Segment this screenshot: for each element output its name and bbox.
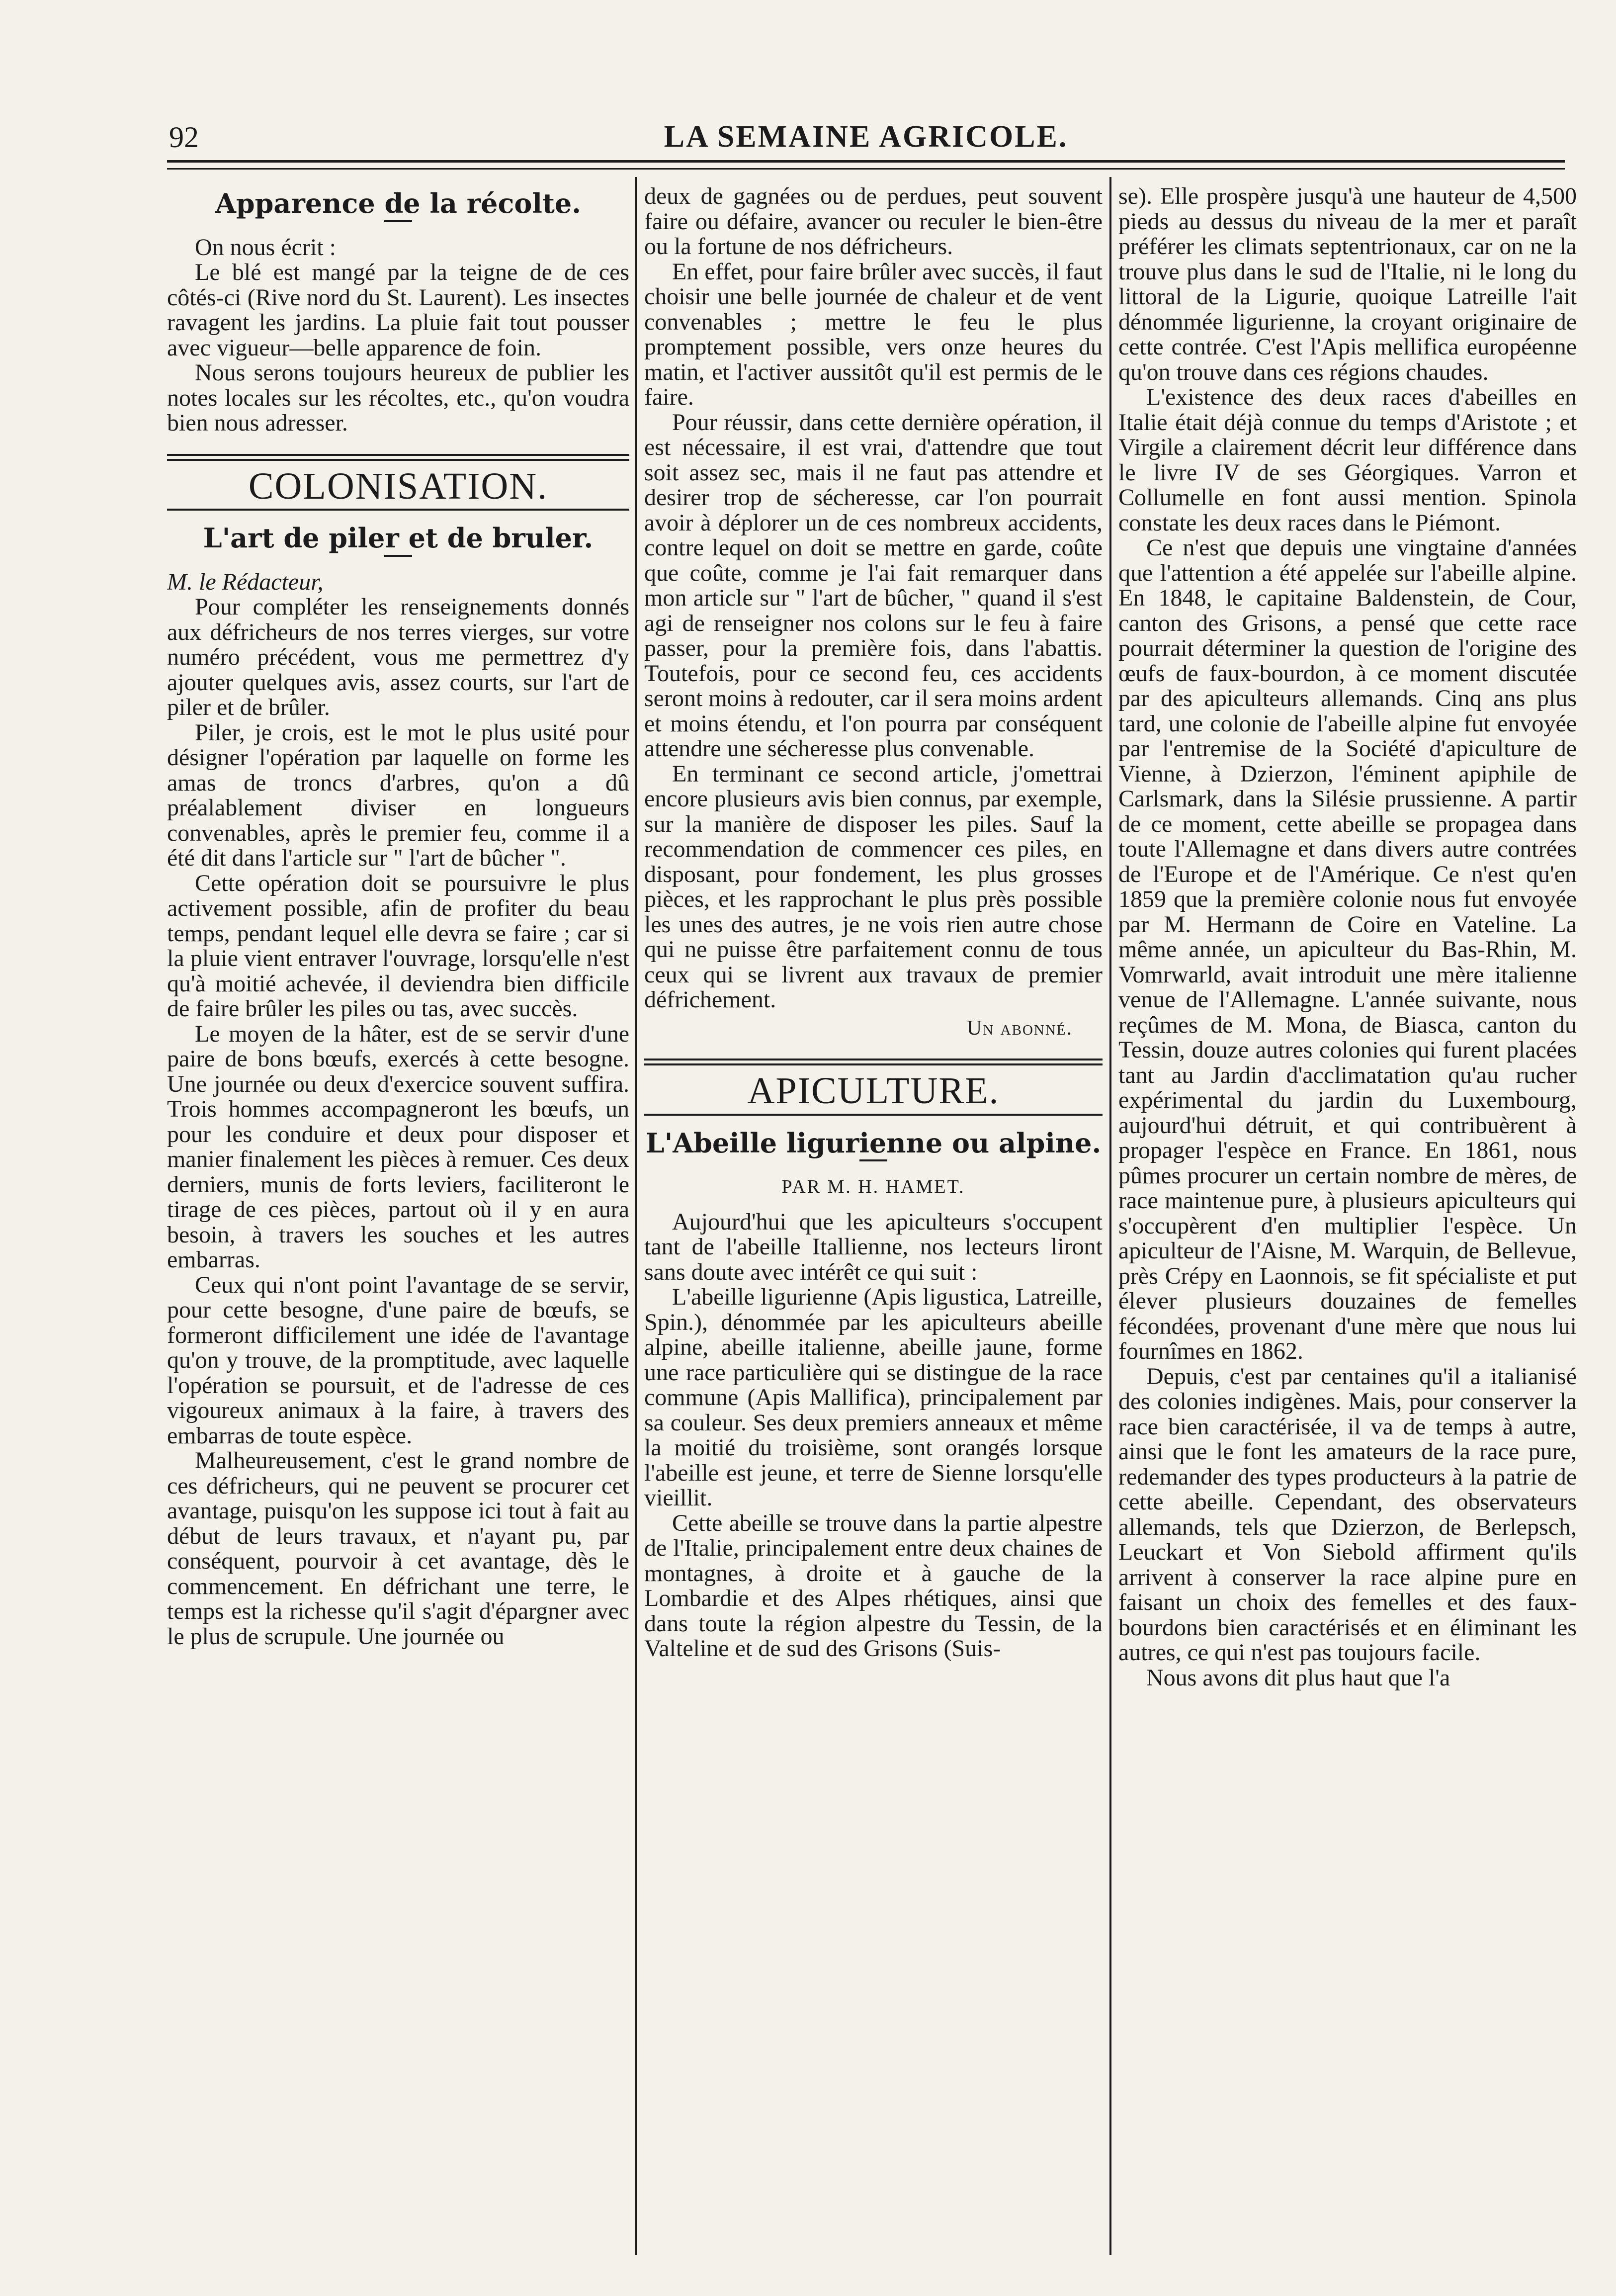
title-dash — [384, 555, 412, 557]
byline: PAR M. H. HAMET. — [781, 1176, 965, 1197]
column-1 — [167, 184, 629, 2252]
column-divider-right — [1109, 177, 1111, 2255]
paragraph: Depuis, c'est par centaines qu'il a italianisé des colonies indigènes. Mais, pour conserver la race bien caractérisée, il va de temps à autre, ainsi que le font les amateurs de la race pure, redemander des types producteurs à la patrie de cette abeille. Cependant, des observateurs allemands, tels que Dzierzon, de Berlepsch, Leuckart et Von Siebold affirment qu'ils arrivent à conserver la race alpine pure en faisant un choix des femelles et des faux-bourdons bien caractérisés et en éliminant les autres, ce qui n'est pas toujours facile. — [1118, 1363, 1577, 1666]
salutation: M. le Rédacteur, — [167, 568, 324, 595]
section-rule — [644, 1114, 1103, 1116]
article-title-recolte: Apparence de la récolte. — [215, 187, 582, 219]
column-2 — [644, 184, 1103, 2252]
header-rule-bottom — [167, 168, 1565, 170]
paragraph: Pour réussir, dans cette dernière opération, il est nécessaire, il est vrai, d'attendre que tout soit assez sec, mais il ne faut pas attendre et desirer trop de sécheresse, car l'on pourrait avoir à déplorer un de ces nombreux accidents, contre lequel on doit se mettre en garde, coûte que coûte, comme je l'ai fait remarquer dans mon article sur " l'art de bûcher, " quand il s'est agi de renseigner nos colons sur le feu à faire passer, pour la première fois, dans l'abattis. Toutefois, pour ce second feu, ces accidents seront moins à redouter, car il sera moins ardent et moins étendu, et l'on pourra par conséquent attendre une sécheresse plus convenable. — [644, 409, 1103, 762]
header-rule-top — [167, 160, 1565, 163]
paragraph: L'abeille ligurienne (Apis ligustica, Latreille, Spin.), dénommée par les apiculteurs abeille alpine, abeille italienne, abeille jaune, forme une race particulière qui se distingue de la race commune (Apis Mallifica), principalement par sa couleur. Ses deux premiers anneaux et même la moitié du troisième, sont orangés lorsque l'abeille est jeune, et terre de Sienne lorsqu'elle vieillit. — [644, 1284, 1103, 1511]
article-title-abeille: L'Abeille ligurienne ou alpine. — [645, 1127, 1102, 1159]
paragraph: Ce n'est que depuis une vingtaine d'années que l'attention a été appelée sur l'abeille alpine. En 1848, le capitaine Baldenstein, de Cour, canton des Grisons, a pensé que cette race pourrait déterminer la question de l'origine des œufs de faux-bourdon, à ce moment discutée par des apiculteurs allemands. Cinq ans plus tard, une colonie de l'abeille alpine fut envoyée par l'entremise de la Société d'apiculture de Vienne, à Dzierzon, l'éminent apiphile de Carlsmark, dans la Silésie prussienne. A partir de ce moment, cette abeille se propagea dans toute l'Allemagne et dans divers autre contrées de l'Europe et de l'Amérique. Ce n'est qu'en 1859 que la première colonie nous fut envoyée par M. Hermann de Coire en Vateline. La même année, un apiculteur du Bas-Rhin, M. Vomrwarld, avait introduit une mère italienne venue de l'Allemagne. L'année suivante, nous reçûmes de M. Mona, de Biasca, canton du Tessin, douze autres colonies qui furent placées tant au Jardin d'acclimatation qu'au rucher expérimental du jardin du Luxembourg, aujourd'hui détruit, et qui contribuèrent à propager l'espèce en France. En 1861, nous pûmes procurer un certain nombre de mères, de race maintenue pure, à plusieurs apiculteurs qui s'occupèrent d'en multiplier l'espèce. Un apiculteur de l'Aisne, M. Warquin, de Bellevue, près Crépy en Laonnois, se fit spécialiste et put élever plusieurs douzaines de femelles fécondées, provenant d'une mère que nous lui fournîmes en 1862. — [1118, 534, 1577, 1364]
paragraph: Nous avons dit plus haut que l'a — [1146, 1664, 1450, 1691]
paragraph: se). Elle prospère jusqu'à une hauteur de 4,500 pieds au dessus du niveau de la mer et paraît préférer les climats septentrionaux, car on ne la trouve plus dans le sud de l'Italie, ni le long du littoral de la Ligurie, quoique Latreille l'ait dénommée ligurienne, la croyant originaire de cette contrée. C'est l'Apis mellifica européenne qu'on trouve dans ces régions chaudes. — [1118, 184, 1577, 385]
section-rule — [167, 454, 629, 461]
paragraph: Cette abeille se trouve dans la partie alpestre de l'Italie, principalement entre deux chaines de montagnes, à droite et à gauche de la Lombardie et des Alpes rhétiques, ainsi que dans toute la région alpestre du Tessin, de la Valteline et de sud des Grisons (Suis- — [644, 1509, 1103, 1662]
title-dash — [384, 220, 412, 222]
paragraph: deux de gagnées ou de perdues, peut souvent faire ou défaire, avancer ou reculer le bien-être ou la fortune de nos défricheurs. — [644, 184, 1103, 260]
paragraph: En terminant ce second article, j'omettrai encore plusieurs avis bien connus, par exemple, sur la manière de disposer les piles. Sauf la recommendation de commencer ces piles, en disposant, pour fondement, les plus grosses pièces, et les rapprochant le plus près possible les unes des autres, je ne vois rien autre chose qui ne puisse être parfaitement connu de tous ceux qui se livrent aux travaux de premier défrichement. — [644, 760, 1103, 1013]
paragraph: On nous écrit : — [195, 234, 336, 261]
paragraph: Cette opération doit se poursuivre le plus activement possible, afin de profiter du beau temps, pendant lequel elle devra se faire ; car si la pluie vient entraver l'ouvrage, lorsqu'elle n'est qu'à moitié achevée, il deviendra bien difficile de faire brûler les piles ou tas, avec succès. — [167, 870, 629, 1022]
paragraph: Aujourd'hui que les apiculteurs s'occupent tant de l'abeille Itallienne, nos lecteurs liront sans doute avec intérêt ce qui suit : — [644, 1208, 1103, 1285]
paragraph: Ceux qui n'ont point l'avantage de se servir, pour cette besogne, d'une paire de bœufs, se formeront difficilement une idée de l'avantage qu'on y trouve, de la promptitude, avec laquelle l'opération se poursuit, et de l'adresse de ces vigoureux animaux à la faire, à travers des embarras de toute espèce. — [167, 1271, 629, 1449]
paragraph: Le moyen de la hâter, est de se servir d'une paire de bons bœufs, exercés à cette besogne. Une journée ou deux d'exercice souvent suffira. Trois hommes accompagneront les bœufs, un pour les conduire et deux pour disposer et manier finalement les pièces à remuer. Ces deux derniers, munis de forts leviers, faciliteront le tirage de ces pièces, partout où il y en aura besoin, à travers les souches et les autres embarras. — [167, 1020, 629, 1273]
section-title-apiculture: APICULTURE. — [747, 1070, 1000, 1112]
paragraph: Nous serons toujours heureux de publier les notes locales sur les récoltes, etc., qu'on voudra bien nous adresser. — [167, 359, 629, 436]
paragraph: Malheureusement, c'est le grand nombre de ces défricheurs, qui ne peuvent se procurer cet avantage, puisqu'on les suppose ici tout à fait au début de leurs travaux, et n'ayant pu, par conséquent, pourvoir à cet avantage, dès le commencement. En défrichant une terre, le temps est la richesse qu'il s'agit d'épargner avec le plus de scrupule. Une journée ou — [167, 1447, 629, 1650]
paragraph: L'existence des deux races d'abeilles en Italie était déjà connue du temps d'Aristote ; et Virgile a clairement décrit leur différence dans le livre IV de ses Géorgiques. Varron et Collumelle en font aussi mention. Spinola constate les deux races dans le Piémont. — [1118, 384, 1577, 536]
section-rule — [644, 1059, 1103, 1065]
paragraph: Pour compléter les renseignements donnés aux défricheurs de nos terres vierges, sur votre numéro précédent, vous me permettrez d'y ajouter quelques avis, assez courts, sur l'art de piler et de brûler. — [167, 594, 629, 720]
signature: Un abonné. — [966, 1016, 1073, 1040]
paragraph: Piler, je crois, est le mot le plus usité pour désigner l'opération par laquelle on forme les amas de troncs d'arbres, qu'on a dû préalablement diviser en longueurs convenables, après le premier feu, comme il a été dit dans l'article sur " l'art de bûcher ". — [167, 719, 629, 871]
paragraph: En effet, pour faire brûler avec succès, il faut choisir une belle journée de chaleur et de vent convenables ; mettre le feu le plus promptement possible, vers onze heures du matin, et l'activer aussitôt qu'il est permis de le faire. — [644, 258, 1103, 410]
page-header — [167, 117, 1565, 162]
paragraph: Le blé est mangé par la teigne de de ces côtés-ci (Rive nord du St. Laurent). Les insectes ravagent les jardins. La pluie fait tout pousser avec vigueur—belle apparence de foin. — [167, 259, 629, 361]
page-number: 92 — [169, 121, 199, 154]
article-title-piler: L'art de piler et de bruler. — [203, 522, 594, 554]
section-rule — [167, 509, 629, 511]
title-dash — [859, 1159, 887, 1161]
section-title-colonisation: COLONISATION. — [248, 465, 548, 507]
column-3 — [1118, 184, 1577, 2252]
running-title: LA SEMAINE AGRICOLE. — [664, 120, 1068, 154]
column-divider-left — [635, 177, 637, 2255]
